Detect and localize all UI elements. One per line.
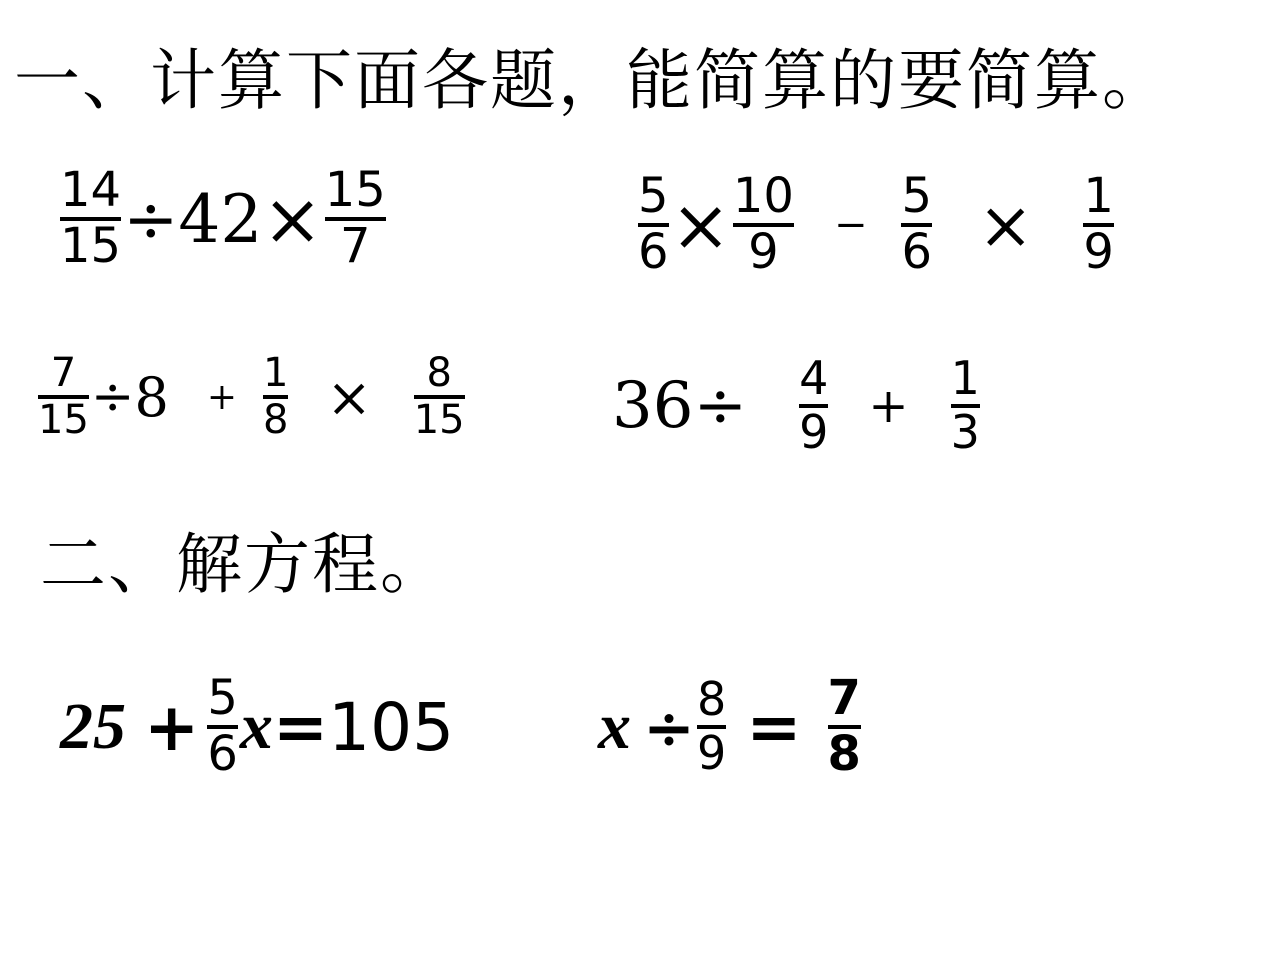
integer: 8 xyxy=(134,365,169,429)
denominator: 15 xyxy=(60,218,122,274)
fraction xyxy=(732,168,794,280)
numerator: 1 xyxy=(1083,168,1114,225)
numerator: 5 xyxy=(901,168,933,225)
denominator: 15 xyxy=(38,397,89,443)
numerator: 1 xyxy=(263,349,289,396)
minus-sign: − xyxy=(833,202,868,248)
denominator: 9 xyxy=(748,224,779,280)
problem-1 xyxy=(58,152,388,286)
numerator: 8 xyxy=(696,672,727,727)
numerator: 15 xyxy=(324,162,386,219)
fraction xyxy=(263,349,289,443)
multiply-sign: × xyxy=(262,177,323,261)
fraction xyxy=(60,162,122,274)
fraction xyxy=(413,349,465,443)
denominator: 6 xyxy=(207,726,238,782)
fraction xyxy=(1083,168,1114,280)
problem-3 xyxy=(36,340,467,454)
section-1-heading: 一、计算下面各题，能简算的要简算。 xyxy=(14,42,1170,119)
numerator: 5 xyxy=(207,670,238,727)
denominator: 15 xyxy=(413,397,465,443)
fraction xyxy=(38,349,89,443)
multiply-sign: × xyxy=(978,186,1034,264)
variable-x: x xyxy=(598,690,631,763)
divide-sign: ÷ xyxy=(693,369,748,443)
equation-2 xyxy=(598,660,863,794)
multiply-sign: × xyxy=(670,183,731,267)
divide-sign: ÷ xyxy=(123,180,179,258)
problem-2 xyxy=(636,158,1116,292)
equation-1 xyxy=(60,660,454,794)
numerator: 1 xyxy=(950,351,980,406)
numerator: 10 xyxy=(732,168,794,225)
numerator: 14 xyxy=(60,162,122,219)
equation-rhs: 105 xyxy=(328,688,455,766)
numerator: 7 xyxy=(827,670,861,727)
equals-sign: = xyxy=(272,688,329,766)
divide-sign: ÷ xyxy=(90,367,135,427)
variable-x: x xyxy=(239,690,273,763)
integer: 25 xyxy=(60,690,126,763)
section-2-heading: 二、解方程。 xyxy=(40,526,448,603)
denominator: 9 xyxy=(1083,224,1114,280)
denominator: 6 xyxy=(638,224,669,280)
fraction xyxy=(638,168,669,280)
numerator: 7 xyxy=(50,349,77,396)
denominator: 9 xyxy=(696,726,727,780)
plus-sign: + xyxy=(868,378,909,434)
fraction xyxy=(950,351,980,459)
integer: 36 xyxy=(612,369,694,443)
numerator: 4 xyxy=(799,351,829,406)
numerator: 5 xyxy=(638,168,669,225)
fraction xyxy=(827,670,861,782)
denominator: 6 xyxy=(901,224,933,280)
denominator: 9 xyxy=(799,405,829,459)
problem-4 xyxy=(612,340,982,472)
numerator: 8 xyxy=(426,349,452,396)
fraction xyxy=(207,670,238,782)
denominator: 3 xyxy=(950,405,980,459)
fraction xyxy=(324,162,386,274)
denominator: 8 xyxy=(263,397,289,443)
plus-sign: + xyxy=(144,688,200,766)
fraction xyxy=(799,351,829,459)
plus-sign: + xyxy=(206,376,238,418)
fraction xyxy=(696,672,727,780)
integer: 42 xyxy=(178,180,263,258)
divide-sign: ÷ xyxy=(643,690,695,764)
equals-sign: = xyxy=(746,688,802,766)
denominator: 8 xyxy=(827,726,861,782)
denominator: 7 xyxy=(339,218,371,274)
fraction xyxy=(901,168,933,280)
multiply-sign: × xyxy=(326,365,372,429)
